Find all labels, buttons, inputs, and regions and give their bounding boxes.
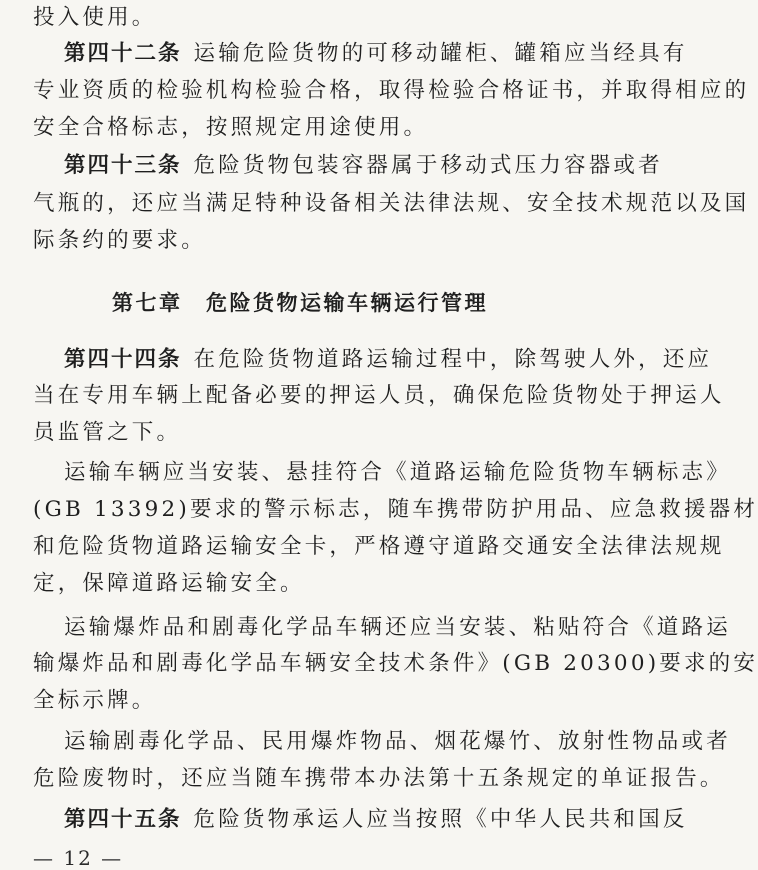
- text-line-1: 投入使用。: [33, 5, 157, 30]
- article-45-text: 危险货物承运人应当按照《中华人民共和国反: [193, 807, 688, 832]
- text-line-13: 和危险货物道路运输安全卡，严格遵守道路交通安全法律法规规: [33, 534, 725, 559]
- text-line-7: 际条约的要求。: [33, 228, 206, 253]
- text-line-16: 输爆炸品和剧毒化学品车辆安全技术条件》(GB 20300)要求的安: [33, 651, 758, 676]
- text-line-12: (GB 13392)要求的警示标志，随车携带防护用品、应急救援器材: [33, 497, 758, 522]
- article-number-45: 第四十五条: [64, 807, 182, 832]
- chapter-title: 第七章 危险货物运输车辆运行管理: [112, 290, 488, 315]
- text-line-9: 当在专用车辆上配备必要的押运人员，确保危险货物处于押运人: [33, 383, 725, 408]
- text-line-19: 危险废物时，还应当随车携带本办法第十五条规定的单证报告。: [33, 766, 725, 791]
- text-line-10: 员监管之下。: [33, 420, 182, 445]
- article-44-first-line: [64, 346, 713, 374]
- text-line-11: 运输车辆应当安装、悬挂符合《道路运输危险货物车辆标志》: [64, 460, 731, 485]
- page-number: — 12 —: [33, 846, 124, 870]
- text-line-14: 定，保障道路运输安全。: [33, 571, 305, 596]
- article-number-43: 第四十三条: [64, 153, 182, 178]
- article-43-text: 危险货物包装容器属于移动式压力容器或者: [193, 153, 663, 178]
- article-number-42: 第四十二条: [64, 41, 182, 66]
- article-43-first-line: [64, 152, 663, 180]
- text-line-17: 全标示牌。: [33, 688, 157, 713]
- article-42-text: 运输危险货物的可移动罐柜、罐箱应当经具有: [193, 41, 688, 66]
- text-line-6: 气瓶的，还应当满足特种设备相关法律法规、安全技术规范以及国: [33, 191, 750, 216]
- article-44-text: 在危险货物道路运输过程中，除驾驶人外，还应: [193, 347, 713, 372]
- article-42-first-line: [64, 40, 688, 68]
- article-45-first-line: [64, 806, 688, 834]
- text-line-18: 运输剧毒化学品、民用爆炸物品、烟花爆竹、放射性物品或者: [64, 729, 731, 754]
- text-line-3: 专业资质的检验机构检验合格，取得检验合格证书，并取得相应的: [33, 78, 750, 103]
- text-line-4: 安全合格标志，按照规定用途使用。: [33, 115, 429, 140]
- article-number-44: 第四十四条: [64, 347, 182, 372]
- text-line-15: 运输爆炸品和剧毒化学品车辆还应当安装、粘贴符合《道路运: [64, 615, 731, 640]
